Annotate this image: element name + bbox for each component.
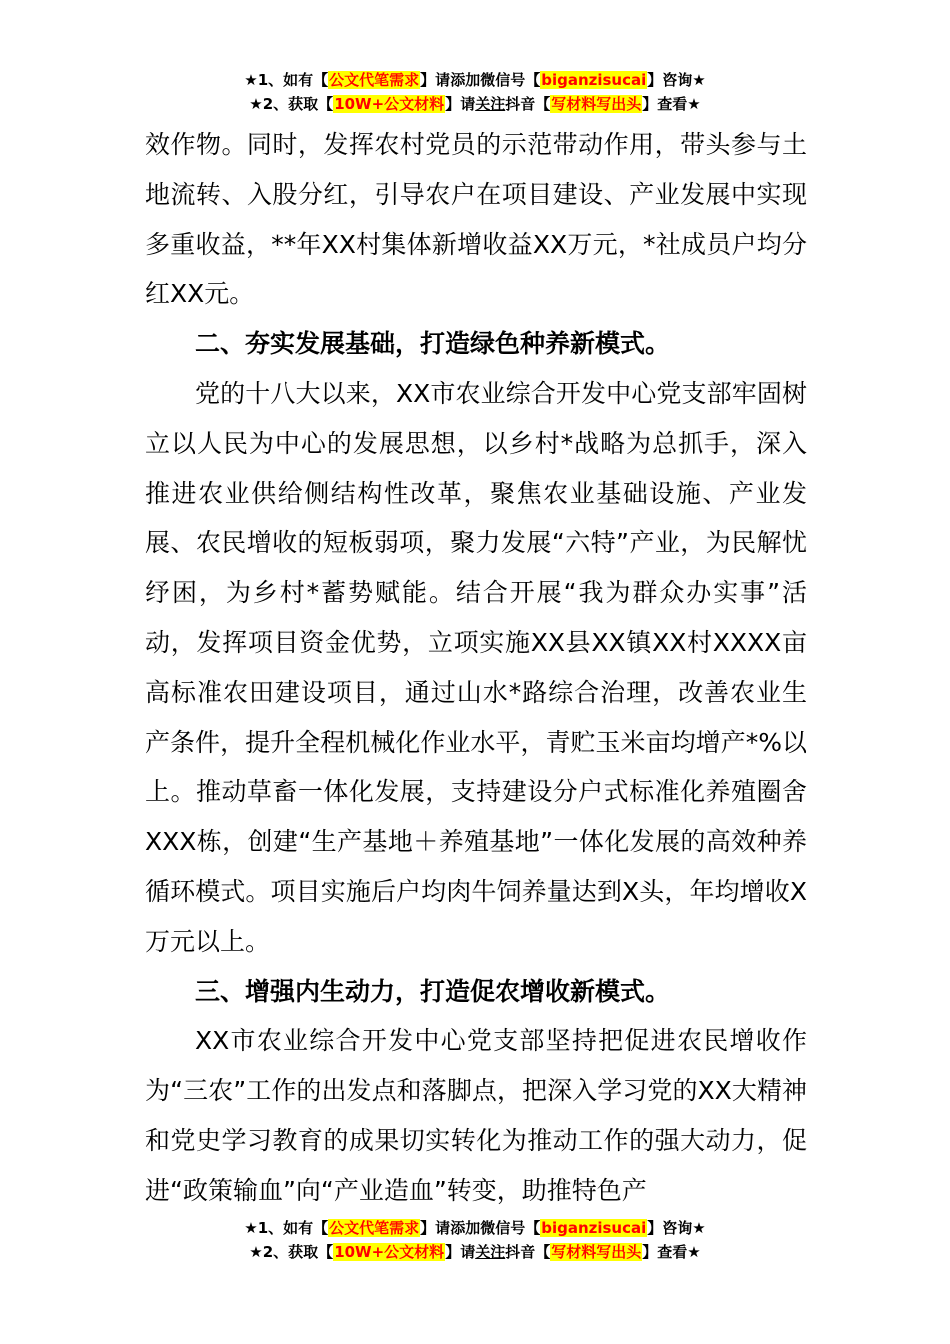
section-heading-2: 二、夯实发展基础，打造绿色种养新模式。 [195, 329, 671, 359]
banner-highlight: 写材料写出头 [551, 95, 642, 113]
banner-highlight: 写材料写出头 [551, 1243, 642, 1261]
banner-text: 】查看★ [642, 1243, 701, 1261]
paragraph-3: XX市农业综合开发中心党支部坚持把促进农民增收作为“三农”工作的出发点和落脚点，把深入学习党的XX大精神和党史学习教育的成果切实转化为推动工作的强大动力，促进“政策输血”向“产业造血”转变，助推特色产 [145, 1026, 807, 1205]
banner-text: 】请 [445, 95, 476, 113]
header-banner [0, 68, 950, 116]
banner-text: 】请 [420, 1219, 451, 1237]
paragraph-1: 效作物。同时，发挥农村党员的示范带动作用，带头参与土地流转、入股分红，引导农户在项目建设、产业发展中实现多重收益，**年XX村集体新增收益XX万元，*社成员户均分红XX元。 [145, 130, 807, 309]
banner-text: 】咨询★ [647, 71, 706, 89]
banner-text: ★1、如有【 [244, 71, 329, 89]
banner-line-1 [0, 1216, 950, 1240]
banner-line-2 [0, 92, 950, 116]
banner-text: 抖音【 [505, 95, 551, 113]
banner-line-1 [0, 68, 950, 92]
banner-text: ★2、获取【 [249, 95, 334, 113]
banner-text: ★2、获取【 [249, 1243, 334, 1261]
banner-text: 】请 [445, 1243, 476, 1261]
banner-emphasis: 添加 [450, 71, 481, 89]
banner-highlight: 10W+公文材料 [334, 95, 445, 113]
banner-text: 微信号【 [480, 71, 541, 89]
banner-highlight: 公文代笔需求 [329, 71, 420, 89]
footer-banner [0, 1216, 950, 1264]
banner-text: 微信号【 [480, 1219, 541, 1237]
banner-highlight: biganzisucai [541, 1219, 647, 1237]
banner-text: ★1、如有【 [244, 1219, 329, 1237]
section-heading-3: 三、增强内生动力，打造促农增收新模式。 [195, 976, 671, 1006]
banner-highlight: 10W+公文材料 [334, 1243, 445, 1261]
document-body [145, 120, 807, 1216]
banner-text: 抖音【 [505, 1243, 551, 1261]
banner-emphasis: 关注 [475, 1243, 506, 1261]
banner-line-2 [0, 1240, 950, 1264]
banner-emphasis: 关注 [475, 95, 506, 113]
banner-text: 】咨询★ [647, 1219, 706, 1237]
banner-highlight: biganzisucai [541, 71, 647, 89]
banner-text: 】请 [420, 71, 451, 89]
banner-emphasis: 添加 [450, 1219, 481, 1237]
banner-text: 】查看★ [642, 95, 701, 113]
paragraph-2: 党的十八大以来，XX市农业综合开发中心党支部牢固树立以人民为中心的发展思想，以乡村*战略为总抓手，深入推进农业供给侧结构性改革，聚焦农业基础设施、产业发展、农民增收的短板弱项，聚力发展“六特”产业，为民解忧纾困，为乡村*蓄势赋能。结合开展“我为群众办实事”活动，发挥项目资金优势，立项实施XX县XX镇XX村XXXX亩高标准农田建设项目，通过山水*路综合治理，改善农业生产条件，提升全程机械化作业水平，青贮玉米亩均增产*%以上。推动草畜一体化发展，支持建设分户式标准化养殖圈舍XXX栋，创建“生产基地＋养殖基地”一体化发展的高效种养循环模式。项目实施后户均肉牛饲养量达到X头，年均增收X万元以上。 [145, 378, 807, 956]
banner-highlight: 公文代笔需求 [329, 1219, 420, 1237]
